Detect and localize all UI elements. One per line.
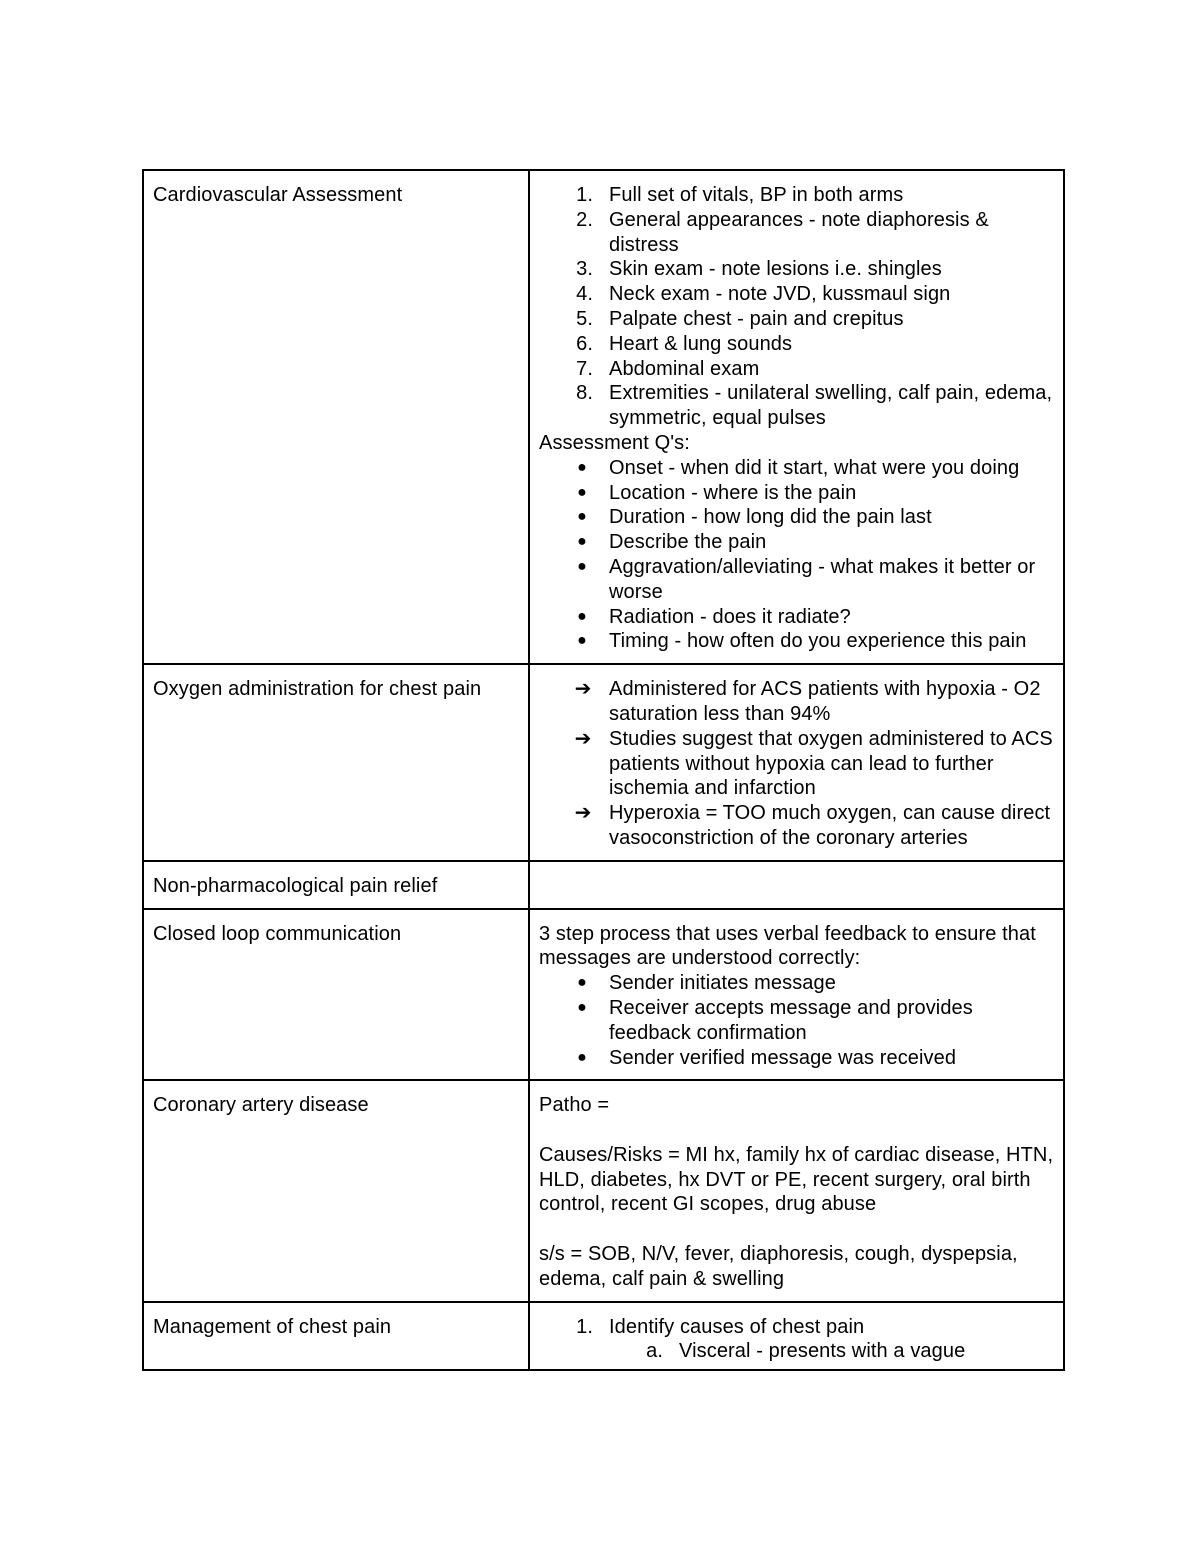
intro-text: 3 step process that uses verbal feedback to ensure that messages are understood correctly: (539, 922, 1036, 970)
bullet-icon: ● (577, 998, 587, 1016)
causes-text: Causes/Risks = MI hx, family hx of cardiac disease, HTN, HLD, diabetes, hx DVT or PE, recent surgery, oral birth control, recent GI scopes, drug abuse (539, 1143, 1054, 1216)
list-item: 3. Skin exam - note lesions i.e. shingles (576, 258, 942, 281)
term-cell (143, 861, 529, 909)
signs-text: s/s = SOB, N/V, fever, diaphoresis, cough, dyspepsia, edema, calf pain & swelling (539, 1243, 1018, 1290)
table-row (143, 909, 1064, 1081)
table-row (143, 1302, 1064, 1371)
management-steps (539, 1315, 1054, 1365)
term-cell (143, 1080, 529, 1301)
list-item: ➔ Studies suggest that oxygen administered to ACS patients without hypoxia can lead to further ischemia and infarction (574, 727, 1053, 800)
bullet-icon: ● (577, 1048, 587, 1066)
list-item: 6. Heart & lung sounds (576, 332, 793, 355)
term-label: Non-pharmacological pain relief (153, 874, 438, 897)
detail-cell (529, 861, 1064, 909)
term-label: Closed loop communication (153, 922, 402, 945)
detail-cell (529, 664, 1064, 861)
term-cell (143, 664, 529, 861)
bullet-icon: ● (577, 483, 587, 501)
table-row (143, 664, 1064, 861)
table-row (143, 170, 1064, 664)
list-item: 1. Identify causes of chest pain a. Visceral - presents with a vague (539, 1315, 1054, 1365)
list-item: ● Location - where is the pain (539, 481, 1054, 506)
list-item: 7. Abdominal exam (576, 357, 760, 380)
detail-cell (529, 170, 1064, 664)
bullet-icon: ● (577, 607, 587, 625)
list-item: ● Sender initiates message (539, 971, 1054, 996)
list-item: ● Describe the pain (539, 530, 1054, 555)
list-item: 2. General appearances - note diaphoresis & distress (576, 208, 989, 256)
bullet-icon: ● (577, 508, 587, 526)
term-cell (143, 170, 529, 664)
list-item: ● Sender verified message was received (539, 1046, 1054, 1071)
spacer (539, 1217, 1054, 1242)
list-item: 4. Neck exam - note JVD, kussmaul sign (576, 283, 951, 306)
table-row (143, 1080, 1064, 1301)
management-substeps (609, 1339, 1054, 1364)
list-item: a. Visceral - presents with a vague (646, 1340, 966, 1363)
communication-steps (539, 971, 1054, 1070)
assessment-steps (539, 183, 1054, 431)
term-label: Coronary artery disease (153, 1094, 369, 1117)
bullet-icon: ● (577, 533, 587, 551)
term-cell (143, 909, 529, 1081)
detail-cell (529, 1302, 1064, 1371)
table-row (143, 861, 1064, 909)
term-label: Cardiovascular Assessment (153, 184, 403, 206)
questions-heading: Assessment Q's: (539, 431, 690, 454)
list-item: ● Onset - when did it start, what were you doing (539, 456, 1054, 481)
bullet-icon: ● (577, 458, 587, 476)
notes-table (142, 169, 1065, 1371)
list-item: ➔ Hyperoxia = TOO much oxygen, can cause direct vasoconstriction of the coronary arteries (574, 802, 1051, 849)
list-item: 5. Palpate chest - pain and crepitus (576, 307, 904, 330)
bullet-icon: ● (577, 632, 587, 650)
patho-text: Patho = (539, 1094, 610, 1117)
list-item: ● Radiation - does it radiate? (539, 605, 1054, 630)
term-label: Management of chest pain (153, 1315, 392, 1338)
arrow-icon: ➔ (574, 678, 592, 701)
list-item: ● Aggravation/alleviating - what makes it better or worse (539, 555, 1054, 605)
list-item: 1. Full set of vitals, BP in both arms (576, 184, 904, 206)
list-item: ● Timing - how often do you experience this pain (539, 629, 1054, 654)
assessment-questions (539, 456, 1054, 654)
spacer (539, 1118, 1054, 1143)
term-cell (143, 1302, 529, 1371)
list-item: ● Receiver accepts message and provides feedback confirmation (539, 996, 1054, 1046)
oxygen-points (539, 677, 1054, 851)
bullet-icon: ● (577, 557, 587, 575)
arrow-icon: ➔ (574, 802, 592, 825)
list-item: 8. Extremities - unilateral swelling, calf pain, edema, symmetric, equal pulses (576, 382, 1053, 430)
arrow-icon: ➔ (574, 727, 592, 750)
bullet-icon: ● (577, 974, 587, 992)
detail-cell (529, 1080, 1064, 1301)
list-item: ➔ Administered for ACS patients with hypoxia - O2 saturation less than 94% (574, 678, 1041, 725)
list-item: ● Duration - how long did the pain last (539, 505, 1054, 530)
term-label: Oxygen administration for chest pain (153, 678, 482, 701)
detail-cell (529, 909, 1064, 1081)
